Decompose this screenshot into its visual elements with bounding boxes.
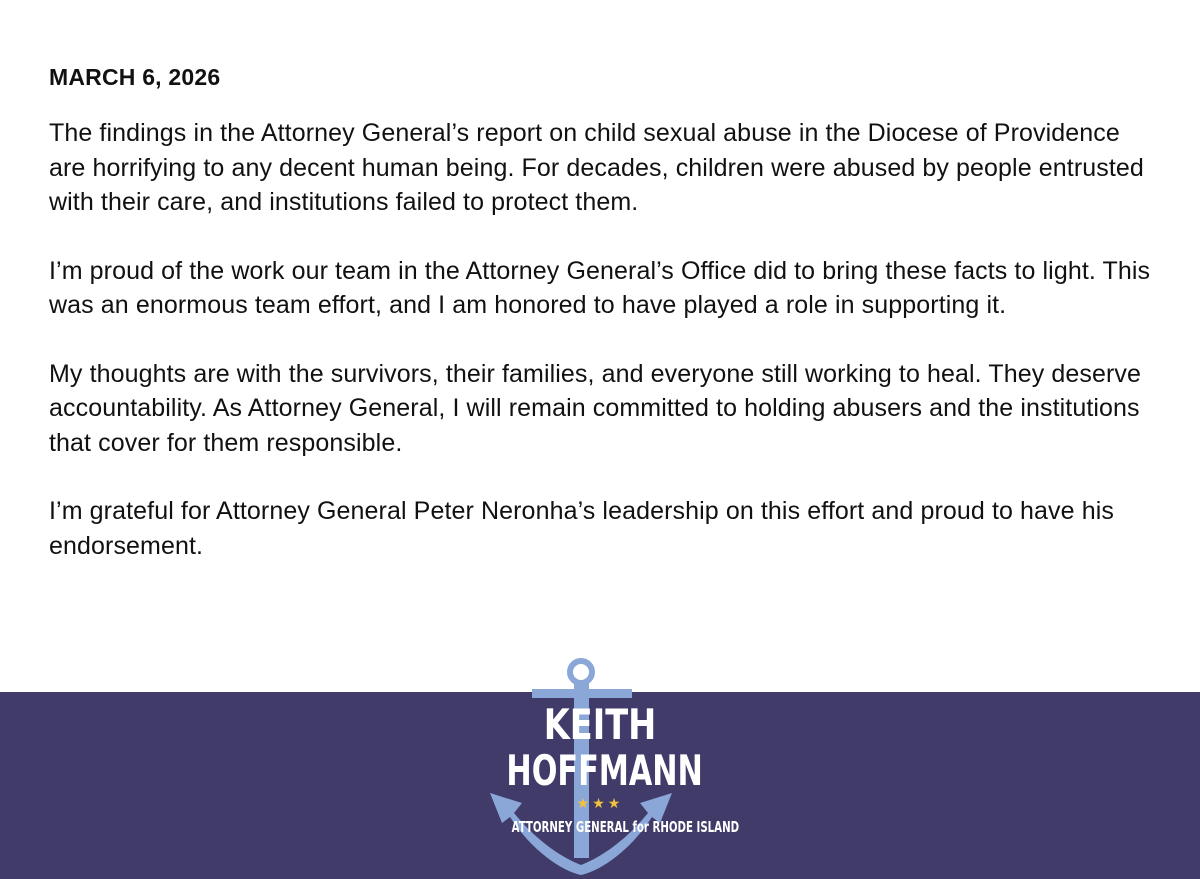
logo-first-name: KEITH <box>543 700 657 749</box>
statement-body <box>49 116 1159 597</box>
campaign-logo <box>470 655 740 879</box>
statement-date: MARCH 6, 2026 <box>49 64 221 90</box>
logo-last-name: HOFFMANN <box>506 746 703 795</box>
logo-title: ATTORNEY GENERAL for RHODE ISLAND <box>511 818 740 836</box>
paragraph: I’m grateful for Attorney General Peter Neronha’s leadership on this effort and proud to have his endorsement. <box>49 497 1114 560</box>
paragraph: The findings in the Attorney General’s report on child sexual abuse in the Diocese of Providence are horrifying to any decent human being. For decades, children were abused by people entrusted with their care, and institutions failed to protect them. <box>49 119 1144 216</box>
logo-stars: ★★★ <box>576 795 624 811</box>
paragraph: My thoughts are with the survivors, their families, and everyone still working to heal. They deserve accountability. As Attorney General, I will remain committed to holding abusers and the institutions that cover for them responsible. <box>49 359 1141 457</box>
paragraph: I’m proud of the work our team in the Attorney General’s Office did to bring these facts to light. This was an enormous team effort, and I am honored to have played a role in supporting it. <box>49 256 1151 319</box>
